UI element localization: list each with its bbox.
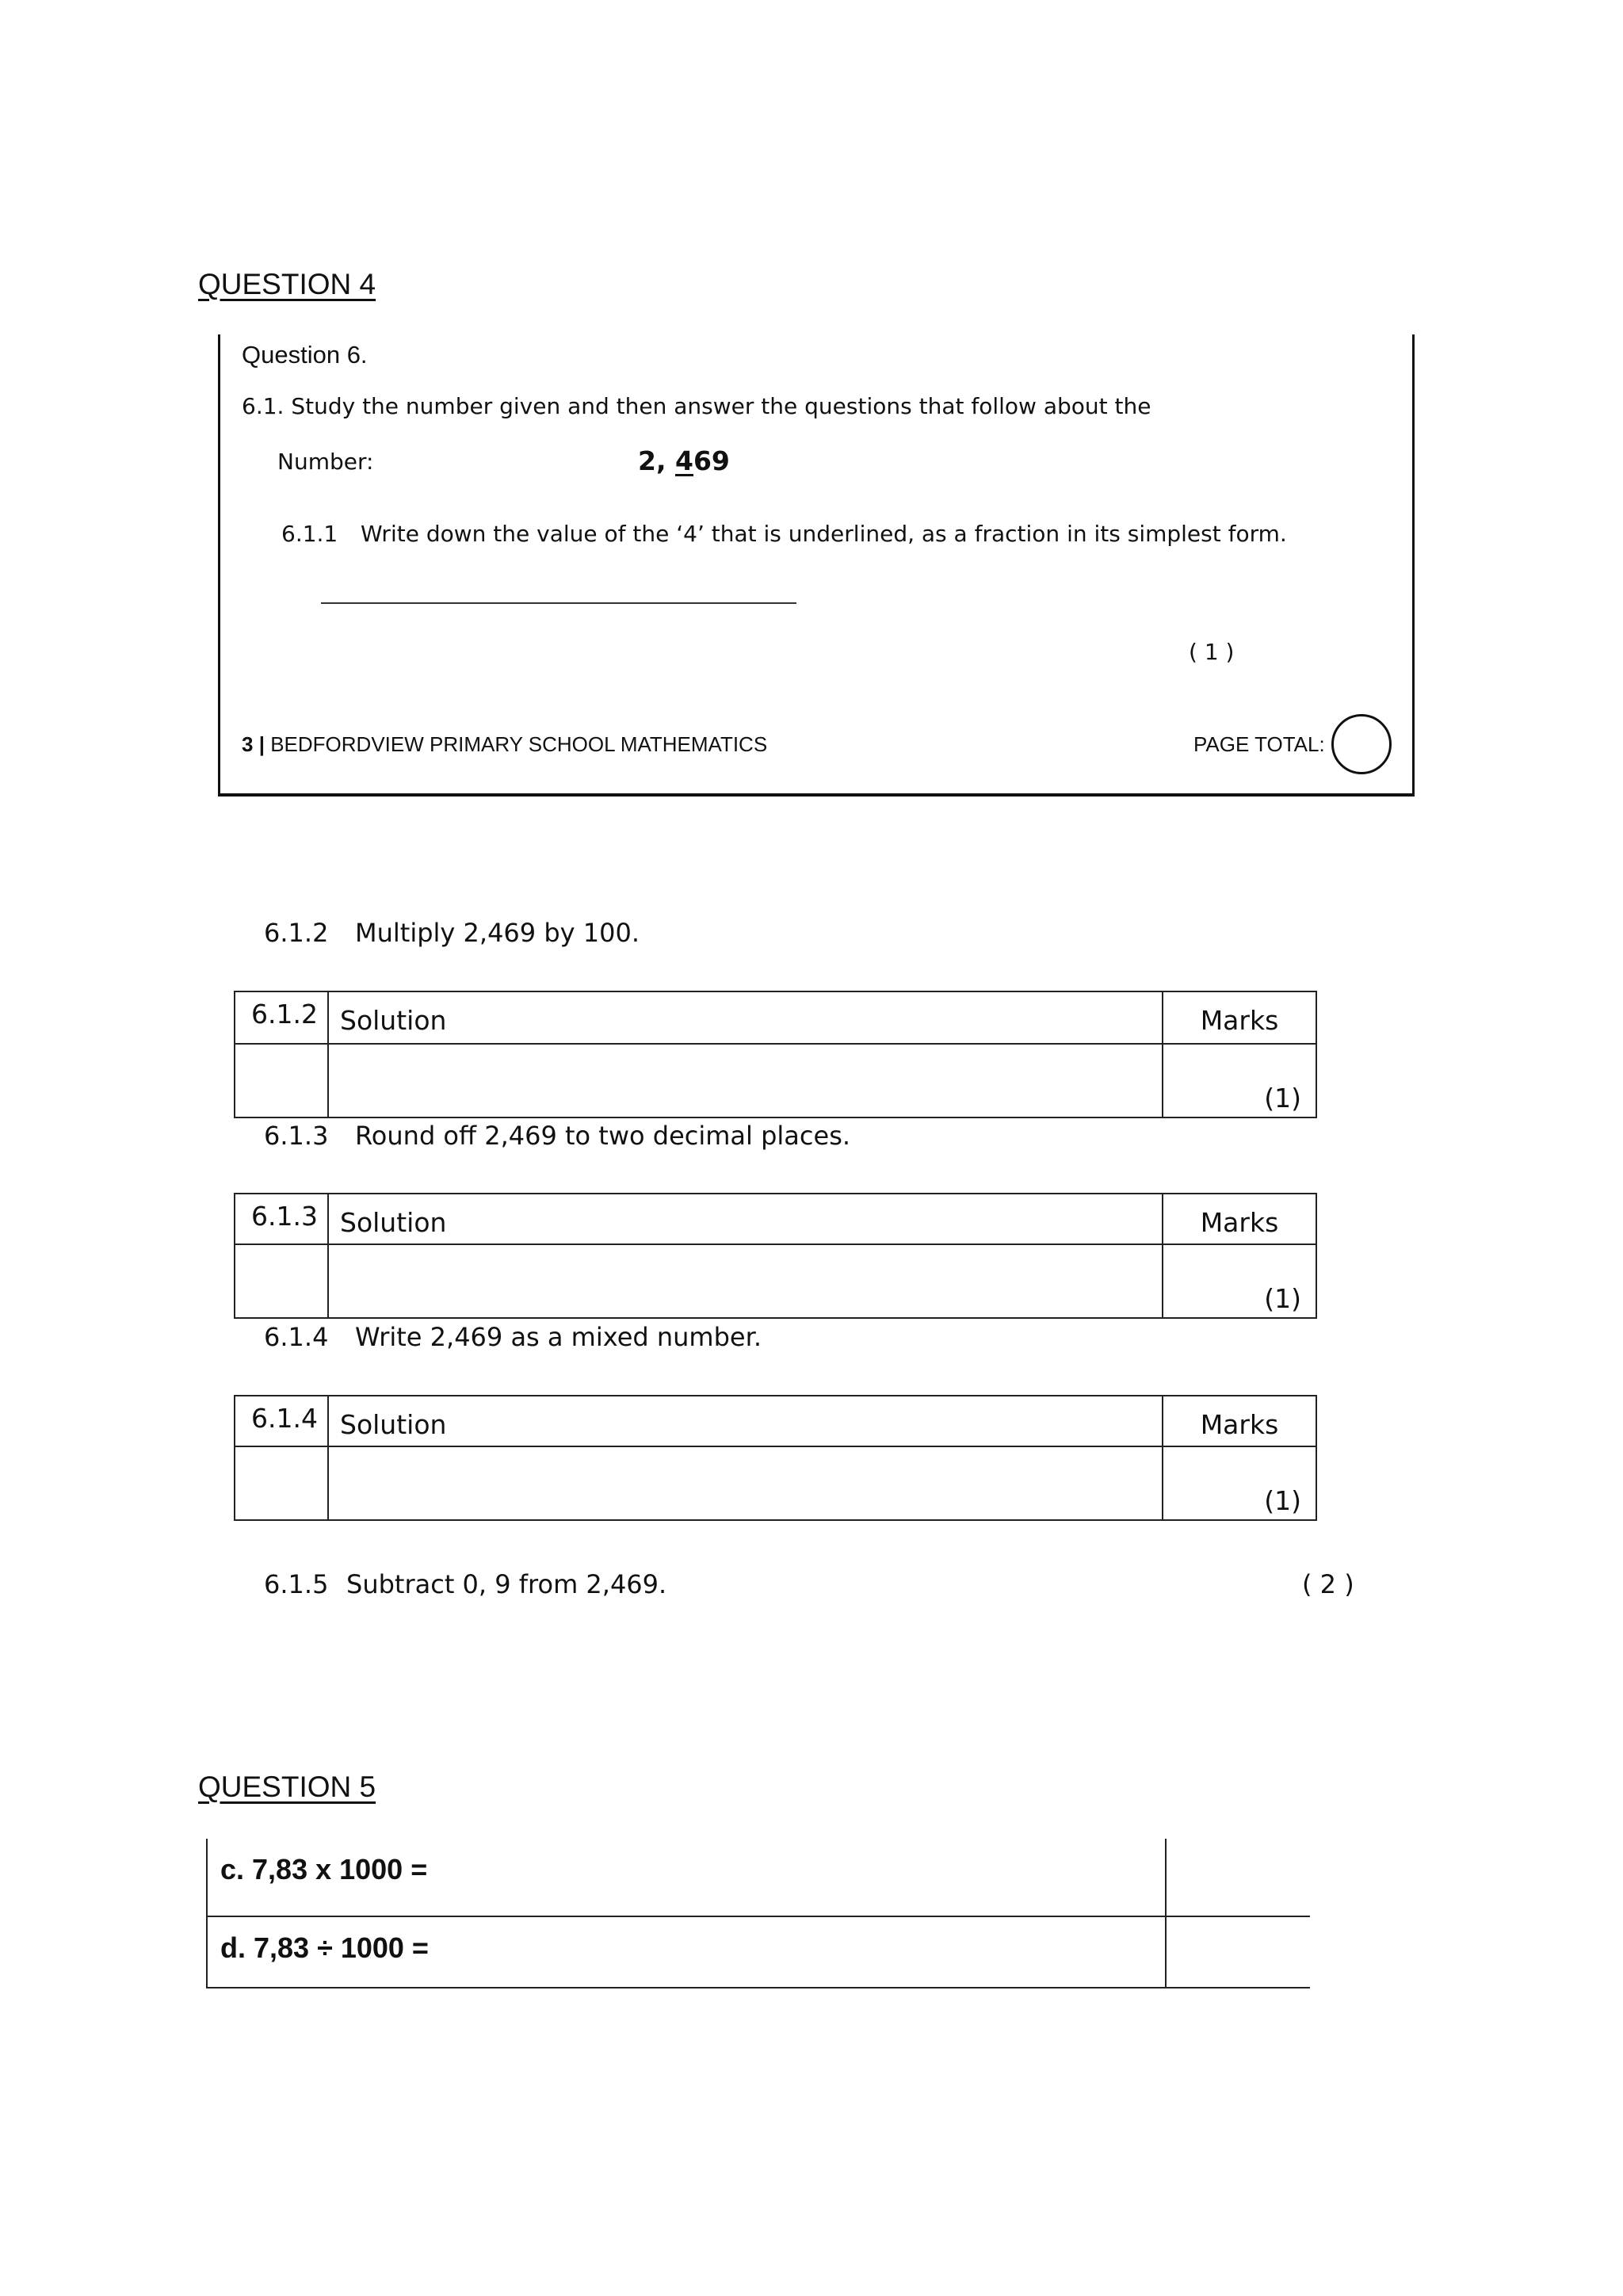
underlined-digit: 4 (675, 445, 693, 476)
q5d-answer-cell[interactable] (1166, 1916, 1310, 1988)
q612-blank-cell (235, 1044, 328, 1117)
q612-marks-header: Marks (1163, 991, 1316, 1044)
q614-mark-value: (1) (1163, 1446, 1316, 1520)
q613-solution-table (234, 1193, 1317, 1319)
q613-number: 6.1.3 (264, 1121, 329, 1151)
question-5-table (206, 1839, 1310, 1988)
q612-table-number: 6.1.2 (235, 991, 328, 1044)
q612-solution-header: Solution (328, 991, 1163, 1044)
q615-text: Subtract 0, 9 from 2,469. (346, 1569, 667, 1599)
q5c-answer-cell[interactable] (1166, 1839, 1310, 1916)
q611-number: 6.1.1 (281, 521, 338, 547)
q612-answer-cell[interactable] (328, 1044, 1163, 1117)
q5c-question: c. 7,83 x 1000 = (207, 1839, 1166, 1916)
q614-solution-header: Solution (328, 1396, 1163, 1446)
given-number (638, 445, 730, 476)
q615-number: 6.1.5 (264, 1569, 329, 1599)
answer-line[interactable] (321, 602, 796, 604)
q613-table-number: 6.1.3 (235, 1194, 328, 1244)
question-4-heading: QUESTION 4 (198, 268, 376, 300)
q612-number: 6.1.2 (264, 918, 329, 948)
q614-blank-cell (235, 1446, 328, 1520)
q612-mark-value: (1) (1163, 1044, 1316, 1117)
given-number-suffix: 69 (693, 445, 730, 476)
question-5-heading: QUESTION 5 (198, 1771, 376, 1803)
q614-solution-table (234, 1395, 1317, 1521)
page-total-circle[interactable] (1331, 714, 1392, 774)
page-total-label: PAGE TOTAL: (1193, 732, 1325, 756)
q614-number: 6.1.4 (264, 1322, 329, 1352)
footer-page-number: 3 (242, 732, 254, 756)
number-label: Number: (277, 449, 374, 475)
q615-marks: ( 2 ) (1302, 1569, 1354, 1599)
footer-school-name: BEDFORDVIEW PRIMARY SCHOOL MATHEMATICS (270, 732, 768, 756)
question-6-title: Question 6. (242, 341, 368, 369)
q611-text: Write down the value of the ‘4’ that is underlined, as a fraction in its simplest form. (361, 521, 1287, 547)
q613-blank-cell (235, 1244, 328, 1318)
page-footer (242, 732, 767, 757)
q614-table-number: 6.1.4 (235, 1396, 328, 1446)
q614-answer-cell[interactable] (328, 1446, 1163, 1520)
q613-mark-value: (1) (1163, 1244, 1316, 1318)
q612-text: Multiply 2,469 by 100. (355, 918, 640, 948)
q613-solution-header: Solution (328, 1194, 1163, 1244)
q613-text: Round off 2,469 to two decimal places. (355, 1121, 851, 1151)
question-6-intro: 6.1. Study the number given and then answer the questions that follow about the (242, 393, 1151, 419)
q614-text: Write 2,469 as a mixed number. (355, 1322, 762, 1352)
given-number-prefix: 2, (638, 445, 675, 476)
q612-solution-table (234, 991, 1317, 1118)
q613-answer-cell[interactable] (328, 1244, 1163, 1318)
footer-separator: | (258, 732, 265, 756)
q611-marks: ( 1 ) (1189, 639, 1235, 665)
q5d-question: d. 7,83 ÷ 1000 = (207, 1916, 1166, 1988)
q614-marks-header: Marks (1163, 1396, 1316, 1446)
q613-marks-header: Marks (1163, 1194, 1316, 1244)
